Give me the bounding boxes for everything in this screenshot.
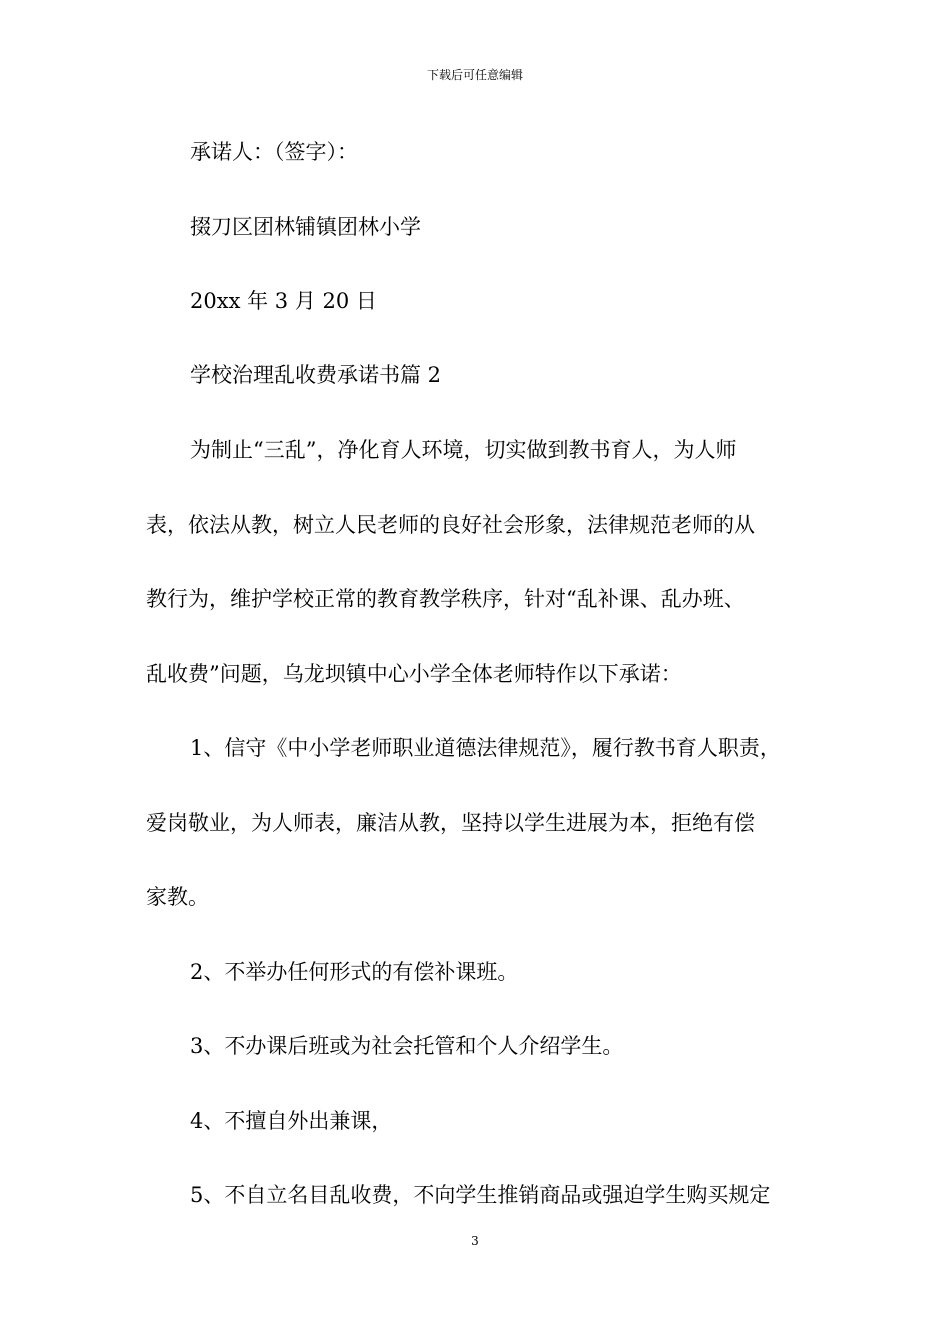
page-header: 下载后可任意编辑: [426, 68, 523, 82]
paragraph-line: 家教。: [146, 885, 209, 909]
list-item-4: 4、不擅自外出兼课，: [190, 1109, 393, 1133]
paragraph-line: 教行为，维护学校正常的教育教学秩序，针对“乱补课、乱办班、: [146, 587, 745, 611]
list-item-5: 5、不自立名目乱收费，不向学生推销商品或强迫学生购买规定: [190, 1183, 771, 1207]
paragraph-line: 乱收费”问题，乌龙坝镇中心小学全体老师特作以下承诺：: [146, 662, 682, 686]
date-line: 20xx 年 3 月 20 日: [190, 289, 377, 313]
school-name: 掇刀区团林铺镇团林小学: [190, 215, 421, 239]
paragraph-line: 为制止“三乱”，净化育人环境，切实做到教书育人，为人师: [190, 438, 737, 462]
list-item-3: 3、不办课后班或为社会托管和个人介绍学生。: [190, 1034, 624, 1058]
list-item-2: 2、不举办任何形式的有偿补课班。: [190, 960, 519, 984]
signature-line: 承诺人：（签字）：: [190, 140, 358, 164]
page-number: 3: [471, 1234, 479, 1248]
list-item-1: 1、信守《中小学老师职业道德法律规范》，履行教书育人职责，: [190, 736, 781, 760]
section-title: 学校治理乱收费承诺书篇 2: [190, 363, 442, 387]
paragraph-line: 爱岗敬业，为人师表，廉洁从教，坚持以学生进展为本，拒绝有偿: [146, 811, 755, 835]
paragraph-line: 表，依法从教，树立人民老师的良好社会形象，法律规范老师的从: [146, 513, 755, 537]
